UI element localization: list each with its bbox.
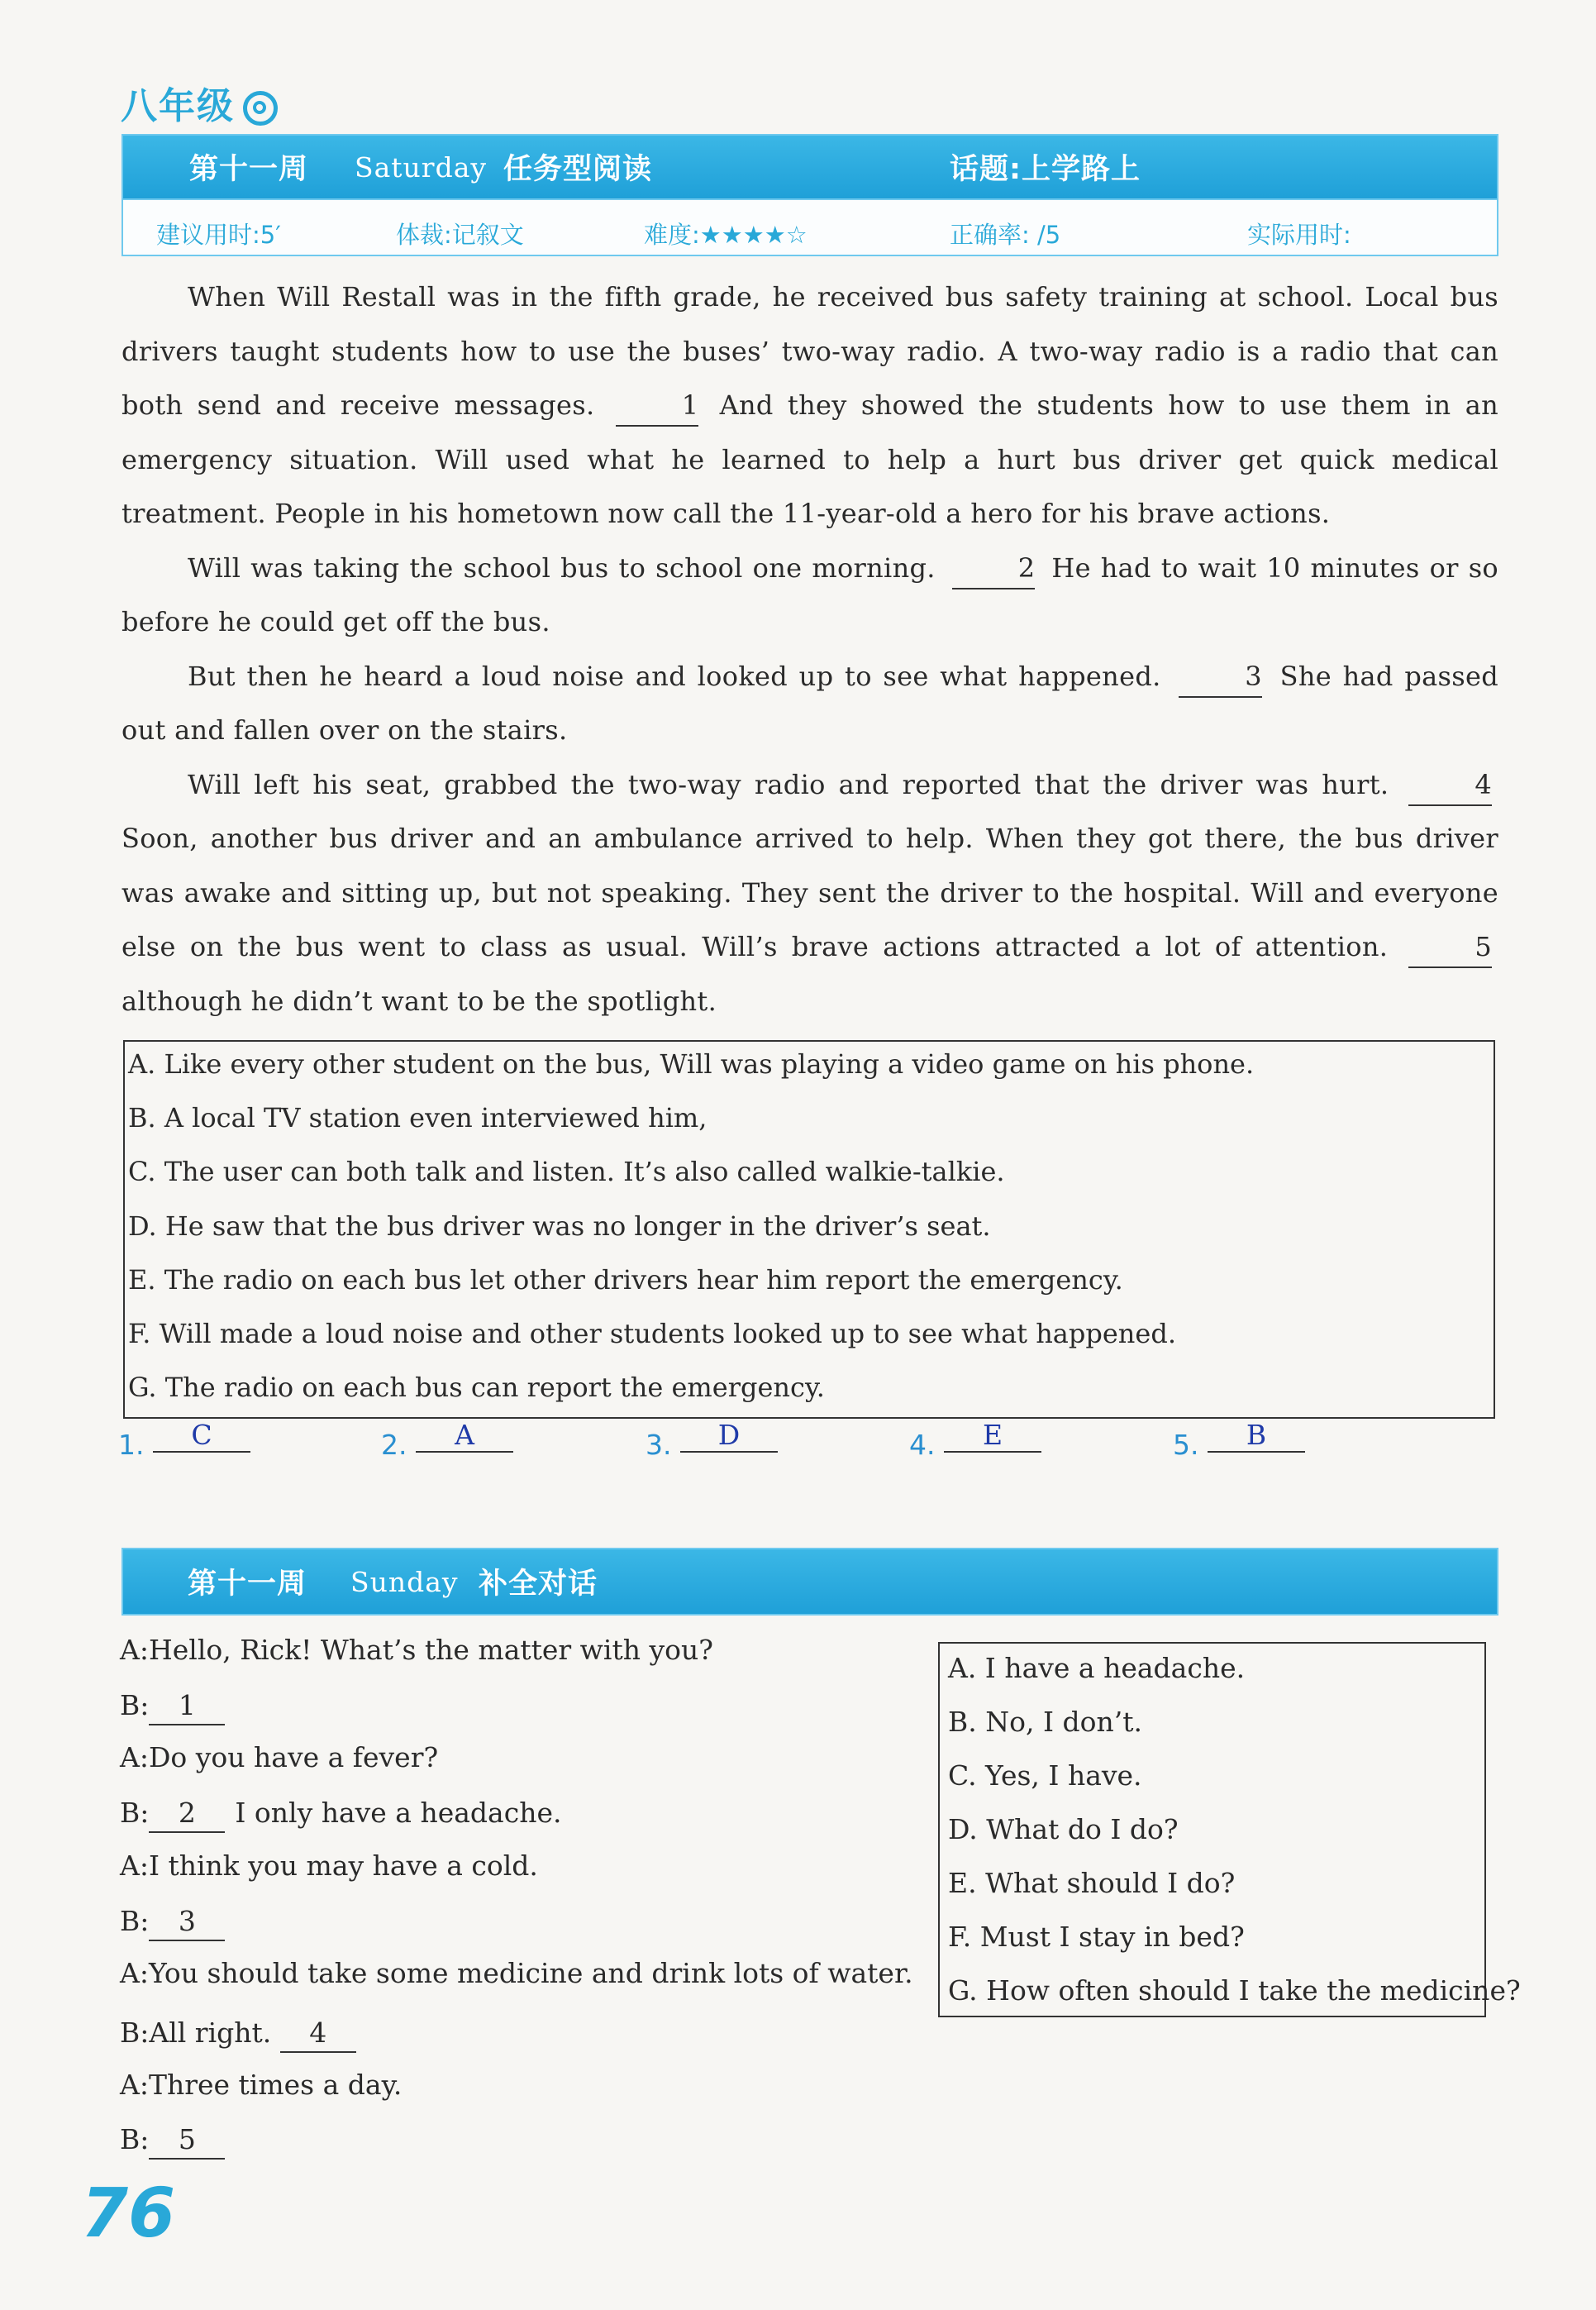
dialogue-line: B: 2 I only have a headache. [120, 1795, 561, 1833]
option-item: A. Like every other student on the bus, Will was playing a video game on his phone. [128, 1048, 1255, 1080]
option-item: D. He saw that the bus driver was no longer in the driver’s seat. [128, 1210, 991, 1242]
option-item: D. What do I do? [948, 1813, 1179, 1845]
answer-blank[interactable]: 3 [149, 1903, 225, 1941]
answer-row [0, 1419, 1596, 1478]
answer-item: 3. D [646, 1429, 778, 1463]
option-item: E. The radio on each bus let other drivers hear him report the emergency. [128, 1264, 1123, 1296]
exercise-type: 任务型阅读 [503, 153, 653, 186]
reading-passage [121, 270, 1498, 1029]
topic-label: 话题:上学路上 [950, 153, 1141, 186]
dialogue-line: B:All right. 4 [120, 2015, 366, 2053]
section-banner-saturday [121, 134, 1498, 200]
option-item: B. No, I don’t. [948, 1706, 1142, 1738]
grade-label: 八年级 [121, 85, 235, 127]
page-number: 76 [81, 2174, 176, 2253]
dialogue-line: A:Hello, Rick! What’s the matter with you? [120, 1634, 713, 1666]
difficulty: 难度:★★★★☆ [644, 221, 808, 249]
dialogue-line: A:Three times a day. [120, 2069, 403, 2101]
answer-item: 2. A [381, 1429, 513, 1463]
answer-blank[interactable]: 5 [149, 2121, 225, 2160]
paragraph: Will left his seat, grabbed the two-way radio and reported that the driver was hurt. 4 Soon, another bus driver and an ambulance arrived to help. When they got there, the bus driver was awake and sitting up, but not speaking. They sent the driver to the hospital. Will and everyone else on the bus went to class as usual. Will’s brave actions attracted a lot of attention. 5 although he didn’t want to be the spotlight. [121, 758, 1498, 1029]
dialogue-line: A:You should take some medicine and drink lots of water. [120, 1957, 913, 1989]
option-item: F. Will made a loud noise and other students looked up to see what happened. [128, 1318, 1176, 1349]
grade-heading [121, 76, 278, 129]
answer-item: 5. B [1173, 1429, 1305, 1463]
option-item: C. The user can both talk and listen. It’s also called walkie-talkie. [128, 1156, 1005, 1187]
answer-blank[interactable]: 1 [149, 1687, 225, 1725]
day-label: Sunday [350, 1565, 459, 1598]
dialogue-line: A:I think you may have a cold. [120, 1849, 538, 1882]
answer-value[interactable]: A [416, 1419, 513, 1453]
answer-blank[interactable]: 5 [1408, 927, 1492, 968]
dialogue-line: B: 1 [120, 1687, 235, 1725]
answer-item: 1. C [118, 1429, 250, 1463]
option-item: F. Must I stay in bed? [948, 1921, 1245, 1953]
week-label: 第十一周 [188, 1568, 307, 1601]
dialogue-options-box [938, 1642, 1521, 2017]
answer-value[interactable]: E [944, 1419, 1041, 1453]
paragraph: When Will Restall was in the fifth grade, he received bus safety training at school. Local bus drivers taught students how to use the buses’ two-way radio. A two-way radio is a radio that can both send and receive messages. 1 And they showed the students how to use them in an emergency situation. Will used what he learned to help a hurt bus driver get quick medical treatment. People in his hometown now call the 11-year-old a hero for his brave actions. [121, 281, 1498, 529]
accuracy: 正确率: /5 [950, 221, 1061, 249]
option-item: A. I have a headache. [948, 1652, 1246, 1684]
dialogue-line: A:Do you have a fever? [120, 1741, 439, 1773]
actual-time: 实际用时: [1247, 221, 1351, 249]
option-item: G. How often should I take the medicine? [948, 1974, 1521, 2007]
exercise-meta-row [121, 200, 1498, 256]
option-item: C. Yes, I have. [948, 1759, 1142, 1792]
answer-value[interactable]: B [1208, 1419, 1305, 1453]
answer-blank[interactable]: 4 [1408, 765, 1492, 806]
section-banner-sunday [121, 1548, 1498, 1616]
answer-blank[interactable]: 2 [952, 548, 1036, 589]
dialogue-line: B: 5 [120, 2121, 235, 2160]
day-label: Saturday [355, 150, 488, 184]
option-item: G. The radio on each bus can report the emergency. [128, 1372, 825, 1403]
paragraph: But then he heard a loud noise and looked up to see what happened. 3 She had passed out and fallen over on the stairs. [121, 650, 1498, 758]
answer-value[interactable]: D [680, 1419, 778, 1453]
answer-blank[interactable]: 1 [616, 385, 699, 427]
option-item: E. What should I do? [948, 1867, 1236, 1899]
options-box [123, 1040, 1495, 1419]
genre: 体裁:记叙文 [396, 221, 524, 249]
target-icon [243, 91, 278, 126]
dialogue-line: B: 3 [120, 1903, 235, 1941]
answer-blank[interactable]: 2 [149, 1795, 225, 1833]
answer-item: 4. E [909, 1429, 1041, 1463]
week-label: 第十一周 [189, 153, 309, 186]
paragraph: Will was taking the school bus to school one morning. 2 He had to wait 10 minutes or so before he could get off the bus. [121, 542, 1498, 650]
answer-blank[interactable]: 3 [1179, 656, 1262, 698]
answer-value[interactable]: C [153, 1419, 250, 1453]
answer-blank[interactable]: 4 [280, 2015, 356, 2053]
exercise-type: 补全对话 [479, 1568, 598, 1601]
option-item: B. A local TV station even interviewed him, [128, 1102, 707, 1134]
suggested-time: 建议用时:5′ [156, 221, 281, 249]
